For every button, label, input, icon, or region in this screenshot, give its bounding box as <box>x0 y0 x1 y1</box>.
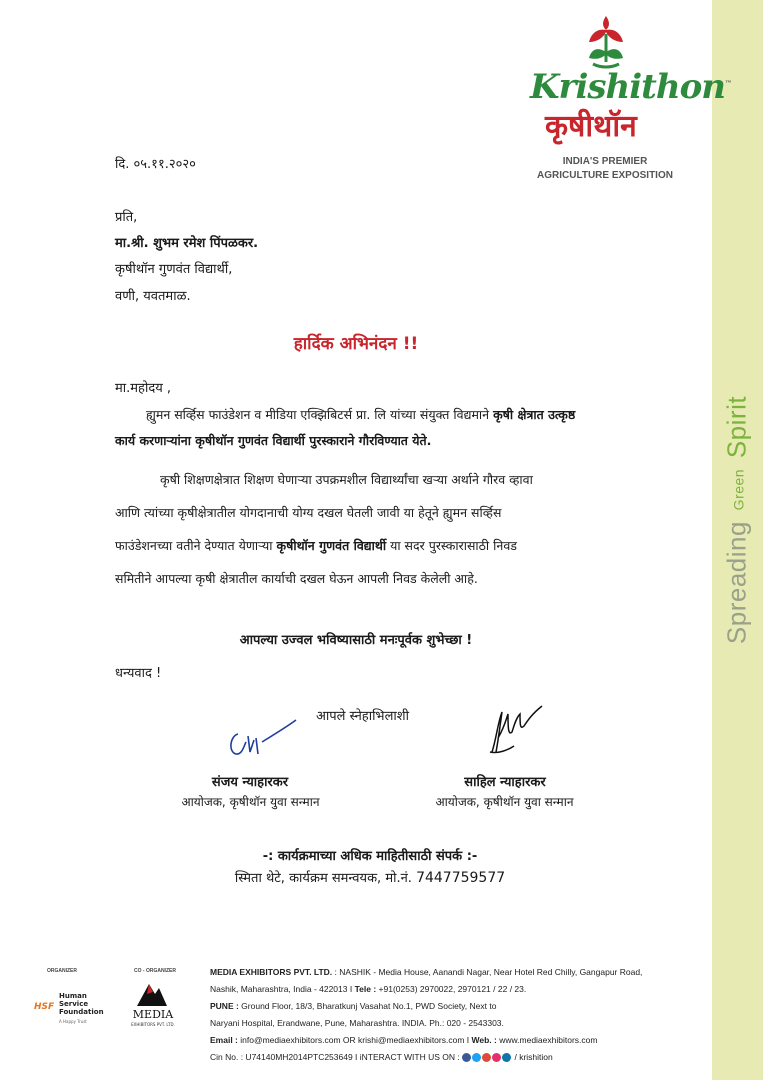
contact-line: स्मिता थेटे, कार्यक्रम समन्वयक, मो.नं. 7447759577 <box>234 870 506 886</box>
slogan-word-green: Green <box>730 468 747 511</box>
signature-2-image <box>478 702 550 758</box>
google-plus-icon[interactable] <box>482 1053 491 1062</box>
paragraph-2-line-4: समितीने आपल्या कृषी क्षेत्रातील कार्याची दखल घेऊन आपली निवड केलेली आहे. <box>115 571 478 586</box>
brand-name-marathi: कृषीथॉन <box>545 109 637 144</box>
paragraph-2-line-3: फाउंडेशनच्या वतीने देण्यात येणाऱ्या कृषीथॉन गुणवंत विद्यार्थी या सदर पुरस्कारासाठी निवड <box>115 538 517 553</box>
paragraph-1-line-2: कार्य करणाऱ्यांना कृषीथॉन गुणवंत विद्यार्थी पुरस्काराने गौरविण्यात येते. <box>115 433 432 448</box>
contact-phone: 7447759577 <box>416 870 506 886</box>
recipient-title: कृषीथॉन गुणवंत विद्यार्थी, <box>115 262 233 277</box>
footer-email-line: Email : info@mediaexhibitors.com OR krishi@mediaexhibitors.com I Web. : www.mediaexhibitors.com <box>210 1035 598 1045</box>
paragraph-2-line-1: कृषी शिक्षणक्षेत्रात शिक्षण घेणाऱ्या उपक्रमशील विद्यार्थ्यांचा खऱ्या अर्थाने गौरव व्हावा <box>160 472 533 487</box>
recipient-address: वणी, यवतमाळ. <box>115 289 191 304</box>
paragraph-1-line-1: ह्युमन सर्व्हिस फाउंडेशन व मीडिया एक्झिबिटर्स प्रा. लि यांच्या संयुक्त विद्यमाने कृषी क्षेत्रात उत्कृष्ठ <box>146 407 576 422</box>
slogan-word-spreading: Spreading <box>721 521 752 645</box>
recipient-name: मा.श्री. शुभम रमेश पिंपळकर. <box>115 236 259 251</box>
signatory-1-name: संजय न्याहारकर <box>211 775 289 790</box>
slogan-word-spirit: Spirit <box>721 395 752 459</box>
closing-line: आपले स्नेहाभिलाशी <box>316 709 409 724</box>
linkedin-icon[interactable] <box>502 1053 511 1062</box>
sidebar-slogan <box>722 396 753 644</box>
co-organizer-label: CO - ORGANIZER <box>134 968 176 974</box>
footer-nashik-line-1: MEDIA EXHIBITORS PVT. LTD. : NASHIK - Media House, Aanandi Nagar, Near Hotel Red Chilly, Gangapur Road, <box>210 967 643 977</box>
krishithon-logo <box>525 12 731 187</box>
footer-pune-line-2: Naryani Hospital, Erandwane, Pune, Maharashtra. INDIA. Ph.: 020 - 2543303. <box>210 1018 504 1028</box>
thanks-line: धन्यवाद ! <box>115 666 162 681</box>
signature-1-image <box>220 712 300 762</box>
paragraph-2-line-2: आणि त्यांच्या कृषीक्षेत्रातील योगदानाची योग्य दखल घेतली जावी या हेतूने ह्युमन सर्व्हिस <box>115 505 502 520</box>
footer-cin-line: Cin No. : U74140MH2014PTC253649 I iNTERACT WITH US ON : / krishition <box>210 1052 553 1062</box>
signatory-2-role: आयोजक, कृषीथॉन युवा सन्मान <box>435 795 574 809</box>
contact-heading: -: कार्यक्रमाच्या अधिक माहितीसाठी संपर्क :- <box>262 849 478 864</box>
salutation: मा.महोदय , <box>115 381 172 396</box>
media-exhibitors-logo: MEDIA EXHIBITORS PVT. LTD. <box>118 980 188 1032</box>
company-name: MEDIA EXHIBITORS PVT. LTD. <box>210 967 333 977</box>
logo-tagline: INDIA'S PREMIER AGRICULTURE EXPOSITION <box>537 156 673 181</box>
facebook-icon[interactable] <box>462 1053 471 1062</box>
instagram-icon[interactable] <box>492 1053 501 1062</box>
wishes-line: आपल्या उज्वल भविष्यासाठी मनःपूर्वक शुभेच्छा ! <box>239 633 473 648</box>
signatory-1-role: आयोजक, कृषीथॉन युवा सन्मान <box>181 795 320 809</box>
to-label: प्रति, <box>115 210 138 225</box>
organizer-label: ORGANIZER <box>47 968 77 974</box>
footer-nashik-line-2: Nashik, Maharashtra, India - 422013 I Tele : +91(0253) 2970022, 2970121 / 22 / 23. <box>210 984 527 994</box>
hsf-logo: HSF Human Service Foundation A Happy Trust <box>34 992 104 1024</box>
plant-emblem-icon <box>585 12 627 70</box>
letter-date: दि. ०५.११.२०२० <box>115 157 196 172</box>
signatory-2-name: साहिल न्याहारकर <box>464 775 546 790</box>
brand-name-english: Krishithon™ <box>530 67 731 107</box>
mountain-icon <box>135 980 169 1008</box>
footer-address <box>210 964 642 1066</box>
twitter-icon[interactable] <box>472 1053 481 1062</box>
letter-heading: हार्दिक अभिनंदन !! <box>293 334 419 354</box>
footer-pune-line-1: PUNE : Ground Floor, 18/3, Bharatkunj Vasahat No.1, PWD Society, Next to <box>210 1001 497 1011</box>
